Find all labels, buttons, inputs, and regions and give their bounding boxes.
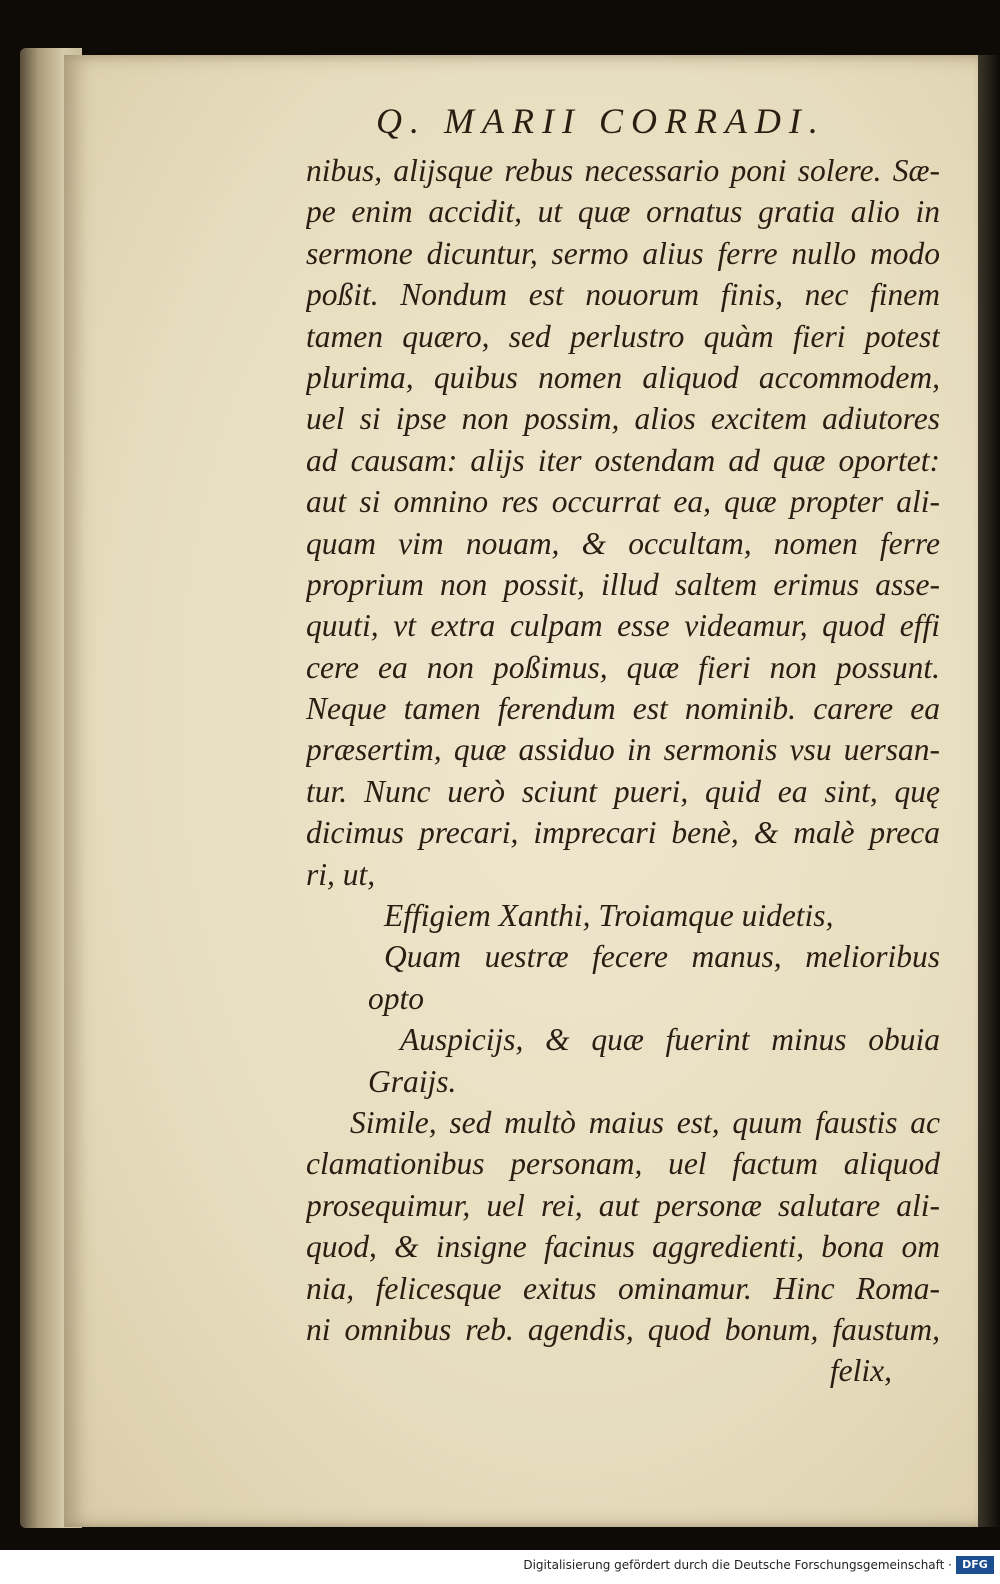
text-line: Simile, sed multò maius est, quum faustis ac [350, 1104, 940, 1140]
text-line: dicimus precari, imprecari benè, & malè preca [306, 815, 940, 851]
text-line: cere ea non poßimus, quæ fieri non possunt. [306, 649, 940, 685]
text-line: poßit. Nondum est nouorum finis, nec finem [306, 277, 940, 313]
page-text [306, 150, 940, 1392]
text-line: ad causam: alijs iter ostendam ad quæ oportet: [306, 442, 940, 478]
text-line: quuti, vt extra culpam esse videamur, quod effi [306, 608, 940, 644]
page-shadow [978, 55, 1000, 1527]
footer-bar [0, 1550, 1000, 1584]
footer-credit: Digitalisierung gefördert durch die Deutsche Forschungsgemeinschaft · [523, 1558, 952, 1572]
catchword: felix, [829, 1353, 892, 1389]
text-line: præsertim, quæ assiduo in sermonis vsu uersan- [306, 732, 940, 768]
text-line: quam vim nouam, & occultam, nomen ferre [306, 525, 940, 561]
text-line: Neque tamen ferendum est nominib. carere ea [306, 691, 940, 727]
text-line: ni omnibus reb. agendis, quod bonum, faustum, [306, 1311, 940, 1347]
dfg-logo: DFG [956, 1556, 994, 1574]
text-line: proprium non possit, illud saltem erimus asse- [306, 566, 940, 602]
verse-line: Auspicijs, & quæ fuerint minus obuia [400, 1022, 940, 1058]
verse-line: Effigiem Xanthi, Troiamque uidetis, [384, 898, 834, 934]
running-header: Q. MARII CORRADI. [376, 101, 826, 141]
text-line: clamationibus personam, uel factum aliquod [306, 1146, 940, 1182]
verse-line: Graijs. [368, 1063, 457, 1099]
text-line: tamen quæro, sed perlustro quàm fieri potest [306, 318, 940, 354]
text-line: quod, & insigne facinus aggredienti, bona om [306, 1229, 940, 1265]
text-line: tur. Nunc uerò sciunt pueri, quid ea sint, quę [306, 773, 940, 809]
text-line: prosequimur, uel rei, aut personæ salutare ali- [306, 1187, 940, 1223]
text-line: uel si ipse non possim, alios excitem adiutores [306, 401, 940, 437]
text-line: sermone dicuntur, sermo alius ferre nullo modo [306, 235, 940, 271]
text-line: ri, ut, [306, 856, 376, 892]
text-line: pe enim accidit, ut quæ ornatus gratia alio in [306, 194, 940, 230]
verse-line: opto [368, 980, 425, 1016]
text-line: nibus, alijsque rebus necessario poni solere. Sæ- [306, 153, 940, 188]
text-line: plurima, quibus nomen aliquod accommodem, [306, 359, 940, 395]
verse-line: Quam uestræ fecere manus, melioribus [384, 939, 940, 975]
text-line: aut si omnino res occurrat ea, quæ propter ali- [306, 484, 940, 520]
text-line: nia, felicesque exitus ominamur. Hinc Roma- [306, 1270, 940, 1306]
